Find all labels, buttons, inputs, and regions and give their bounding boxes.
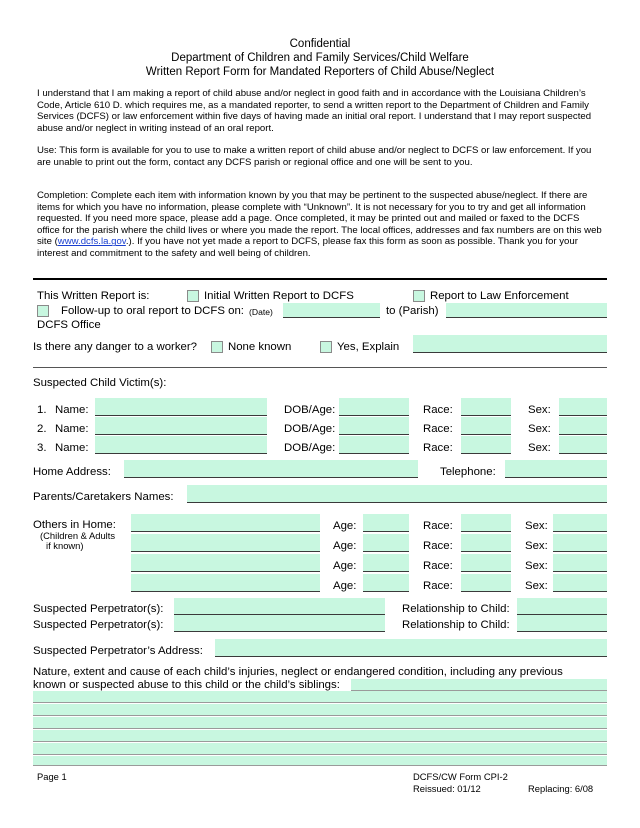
victim-sex-label: Sex: <box>528 423 551 435</box>
others-sex-field[interactable] <box>553 554 607 572</box>
dcfs-website-link[interactable]: www.dcfs.la.gov <box>57 236 126 248</box>
perpetrator-address-field[interactable] <box>215 639 607 657</box>
others-age-label: Age: <box>333 580 357 592</box>
perpetrator-name-field[interactable] <box>174 615 385 632</box>
to-parish-label: to (Parish) <box>386 305 439 317</box>
victim-race-field[interactable] <box>461 417 511 435</box>
form-number: DCFS/CW Form CPI-2 <box>413 771 508 782</box>
victim-number: 1. <box>37 404 47 416</box>
victim-sex-field[interactable] <box>559 398 607 416</box>
header-form-title: Written Report Form for Mandated Reporters of Child Abuse/Neglect <box>145 66 495 78</box>
victim-sex-field[interactable] <box>559 436 607 454</box>
victim-race-field[interactable] <box>461 398 511 416</box>
victim-sex-field[interactable] <box>559 417 607 435</box>
completion-text-before: Completion: Complete each item with information known by you that may be pertinent to the suspected abuse/neglect. If there are items for which you have no information, please complete with “Unknown”. It is not necessary for you to try and get all information requested. If you need more space, please add a page. Once completed, it may be printed out and mailed or faxed to the DCFS office for the parish where the child lives or where you made the report. The local offices, addresses and fax numbers are on this web site ( <box>37 190 602 248</box>
parents-field[interactable] <box>187 485 607 503</box>
perpetrator-label: Suspected Perpetrator(s): <box>33 603 164 615</box>
victim-race-field[interactable] <box>461 436 511 454</box>
others-race-field[interactable] <box>461 514 511 532</box>
perpetrator-address-label: Suspected Perpetrator’s Address: <box>33 645 203 657</box>
victim-race-label: Race: <box>423 404 453 416</box>
nature-field[interactable] <box>351 679 607 691</box>
perpetrator-label: Suspected Perpetrator(s): <box>33 619 164 631</box>
others-race-field[interactable] <box>461 554 511 572</box>
others-race-label: Race: <box>423 580 453 592</box>
victim-name-field[interactable] <box>95 436 267 454</box>
others-age-label: Age: <box>333 560 357 572</box>
home-address-field[interactable] <box>124 460 418 478</box>
victim-race-label: Race: <box>423 442 453 454</box>
none-known-checkbox[interactable] <box>211 341 223 353</box>
others-name-field[interactable] <box>131 574 320 592</box>
others-in-home-note-1: (Children & Adults <box>40 530 116 541</box>
law-enforcement-label: Report to Law Enforcement <box>430 290 569 302</box>
others-age-field[interactable] <box>363 534 409 552</box>
home-address-label: Home Address: <box>33 466 111 478</box>
nature-field[interactable] <box>33 691 607 703</box>
victim-dob-field[interactable] <box>339 436 409 454</box>
telephone-label: Telephone: <box>440 466 496 478</box>
victim-name-field[interactable] <box>95 417 267 435</box>
parents-label: Parents/Caretakers Names: <box>33 491 174 503</box>
others-in-home-label: Others in Home: <box>33 519 116 531</box>
followup-date-field[interactable] <box>283 303 380 318</box>
initial-report-label: Initial Written Report to DCFS <box>204 290 354 302</box>
completion-text-after: .). If you have not yet made a report to DCFS, please fax this form as soon as possible. Thank you for your interest and commitment to the safety and well being of children. <box>37 236 578 259</box>
header-confidential: Confidential <box>289 38 351 50</box>
dcfs-office-label: DCFS Office <box>37 319 101 331</box>
telephone-field[interactable] <box>505 460 607 478</box>
danger-explain-field[interactable] <box>413 335 607 353</box>
nature-question-line-2: known or suspected abuse to this child or the child’s siblings: <box>33 679 340 691</box>
nature-field[interactable] <box>33 704 607 716</box>
followup-report-label: Follow-up to oral report to DCFS on: <box>61 305 244 317</box>
others-name-field[interactable] <box>131 514 320 532</box>
none-known-label: None known <box>228 341 292 353</box>
others-age-label: Age: <box>333 540 357 552</box>
others-age-label: Age: <box>333 520 357 532</box>
parish-field[interactable] <box>446 303 607 318</box>
section-divider-top <box>33 278 607 280</box>
victim-dob-field[interactable] <box>339 398 409 416</box>
others-in-home-note-2: if known) <box>46 540 84 551</box>
initial-report-checkbox[interactable] <box>187 290 199 302</box>
yes-explain-label: Yes, Explain <box>337 341 400 353</box>
victim-name-label: Name: <box>55 442 89 454</box>
victim-dob-label: DOB/Age: <box>284 404 336 416</box>
nature-field[interactable] <box>33 756 607 766</box>
others-race-label: Race: <box>423 540 453 552</box>
victim-dob-field[interactable] <box>339 417 409 435</box>
victim-dob-label: DOB/Age: <box>284 423 336 435</box>
nature-field[interactable] <box>33 743 607 755</box>
others-age-field[interactable] <box>363 514 409 532</box>
others-race-label: Race: <box>423 520 453 532</box>
relationship-field[interactable] <box>517 615 607 632</box>
others-sex-label: Sex: <box>525 540 548 552</box>
header-department: Department of Children and Family Services/Child Welfare <box>171 52 469 64</box>
victim-name-label: Name: <box>55 404 89 416</box>
report-type-label: This Written Report is: <box>37 290 150 302</box>
date-hint: (Date) <box>249 307 273 317</box>
yes-explain-checkbox[interactable] <box>320 341 332 353</box>
victim-number: 3. <box>37 442 47 454</box>
law-enforcement-checkbox[interactable] <box>413 290 425 302</box>
victim-name-field[interactable] <box>95 398 267 416</box>
nature-field[interactable] <box>33 730 607 742</box>
others-age-field[interactable] <box>363 554 409 572</box>
others-name-field[interactable] <box>131 554 320 572</box>
relationship-label: Relationship to Child: <box>402 619 510 631</box>
others-age-field[interactable] <box>363 574 409 592</box>
replacing-date: Replacing: 6/08 <box>528 783 594 794</box>
completion-paragraph <box>37 190 603 260</box>
victim-dob-label: DOB/Age: <box>284 442 336 454</box>
others-sex-field[interactable] <box>553 534 607 552</box>
nature-field[interactable] <box>33 717 607 729</box>
others-sex-field[interactable] <box>553 574 607 592</box>
understanding-paragraph: I understand that I am making a report of child abuse and/or neglect in good faith and in accordance with the Louisiana Children’s Code, Article 610 D. which requires me, as a mandated reporter, to send a written report to the Department of Children and Family Services (DCFS) or law enforcement within five days of having made an initial oral report. I understand that I may report suspected abuse and/or neglect in writing instead of an oral report. <box>37 88 592 134</box>
victim-sex-label: Sex: <box>528 404 551 416</box>
others-name-field[interactable] <box>131 534 320 552</box>
others-race-field[interactable] <box>461 534 511 552</box>
reissued-date: Reissued: 01/12 <box>413 783 481 794</box>
others-sex-label: Sex: <box>525 520 548 532</box>
victim-sex-label: Sex: <box>528 442 551 454</box>
use-paragraph: Use: This form is available for you to use to make a written report of child abuse and/or neglect to DCFS or law enforcement. If you are unable to print out the form, contact any DCFS parish or regional office and one will be sent to you. <box>37 145 592 168</box>
others-sex-label: Sex: <box>525 580 548 592</box>
victim-race-label: Race: <box>423 423 453 435</box>
victims-heading: Suspected Child Victim(s): <box>33 377 167 389</box>
section-divider-middle <box>33 367 607 368</box>
followup-report-checkbox[interactable] <box>37 305 49 317</box>
others-race-label: Race: <box>423 560 453 572</box>
nature-question-line-1: Nature, extent and cause of each child’s injuries, neglect or endangered condition, including any previous <box>33 666 563 678</box>
victim-name-label: Name: <box>55 423 89 435</box>
victim-number: 2. <box>37 423 47 435</box>
others-sex-label: Sex: <box>525 560 548 572</box>
perpetrator-name-field[interactable] <box>174 598 385 615</box>
others-sex-field[interactable] <box>553 514 607 532</box>
relationship-field[interactable] <box>517 598 607 615</box>
danger-question: Is there any danger to a worker? <box>33 341 197 353</box>
page-number: Page 1 <box>37 771 67 782</box>
relationship-label: Relationship to Child: <box>402 603 510 615</box>
others-race-field[interactable] <box>461 574 511 592</box>
